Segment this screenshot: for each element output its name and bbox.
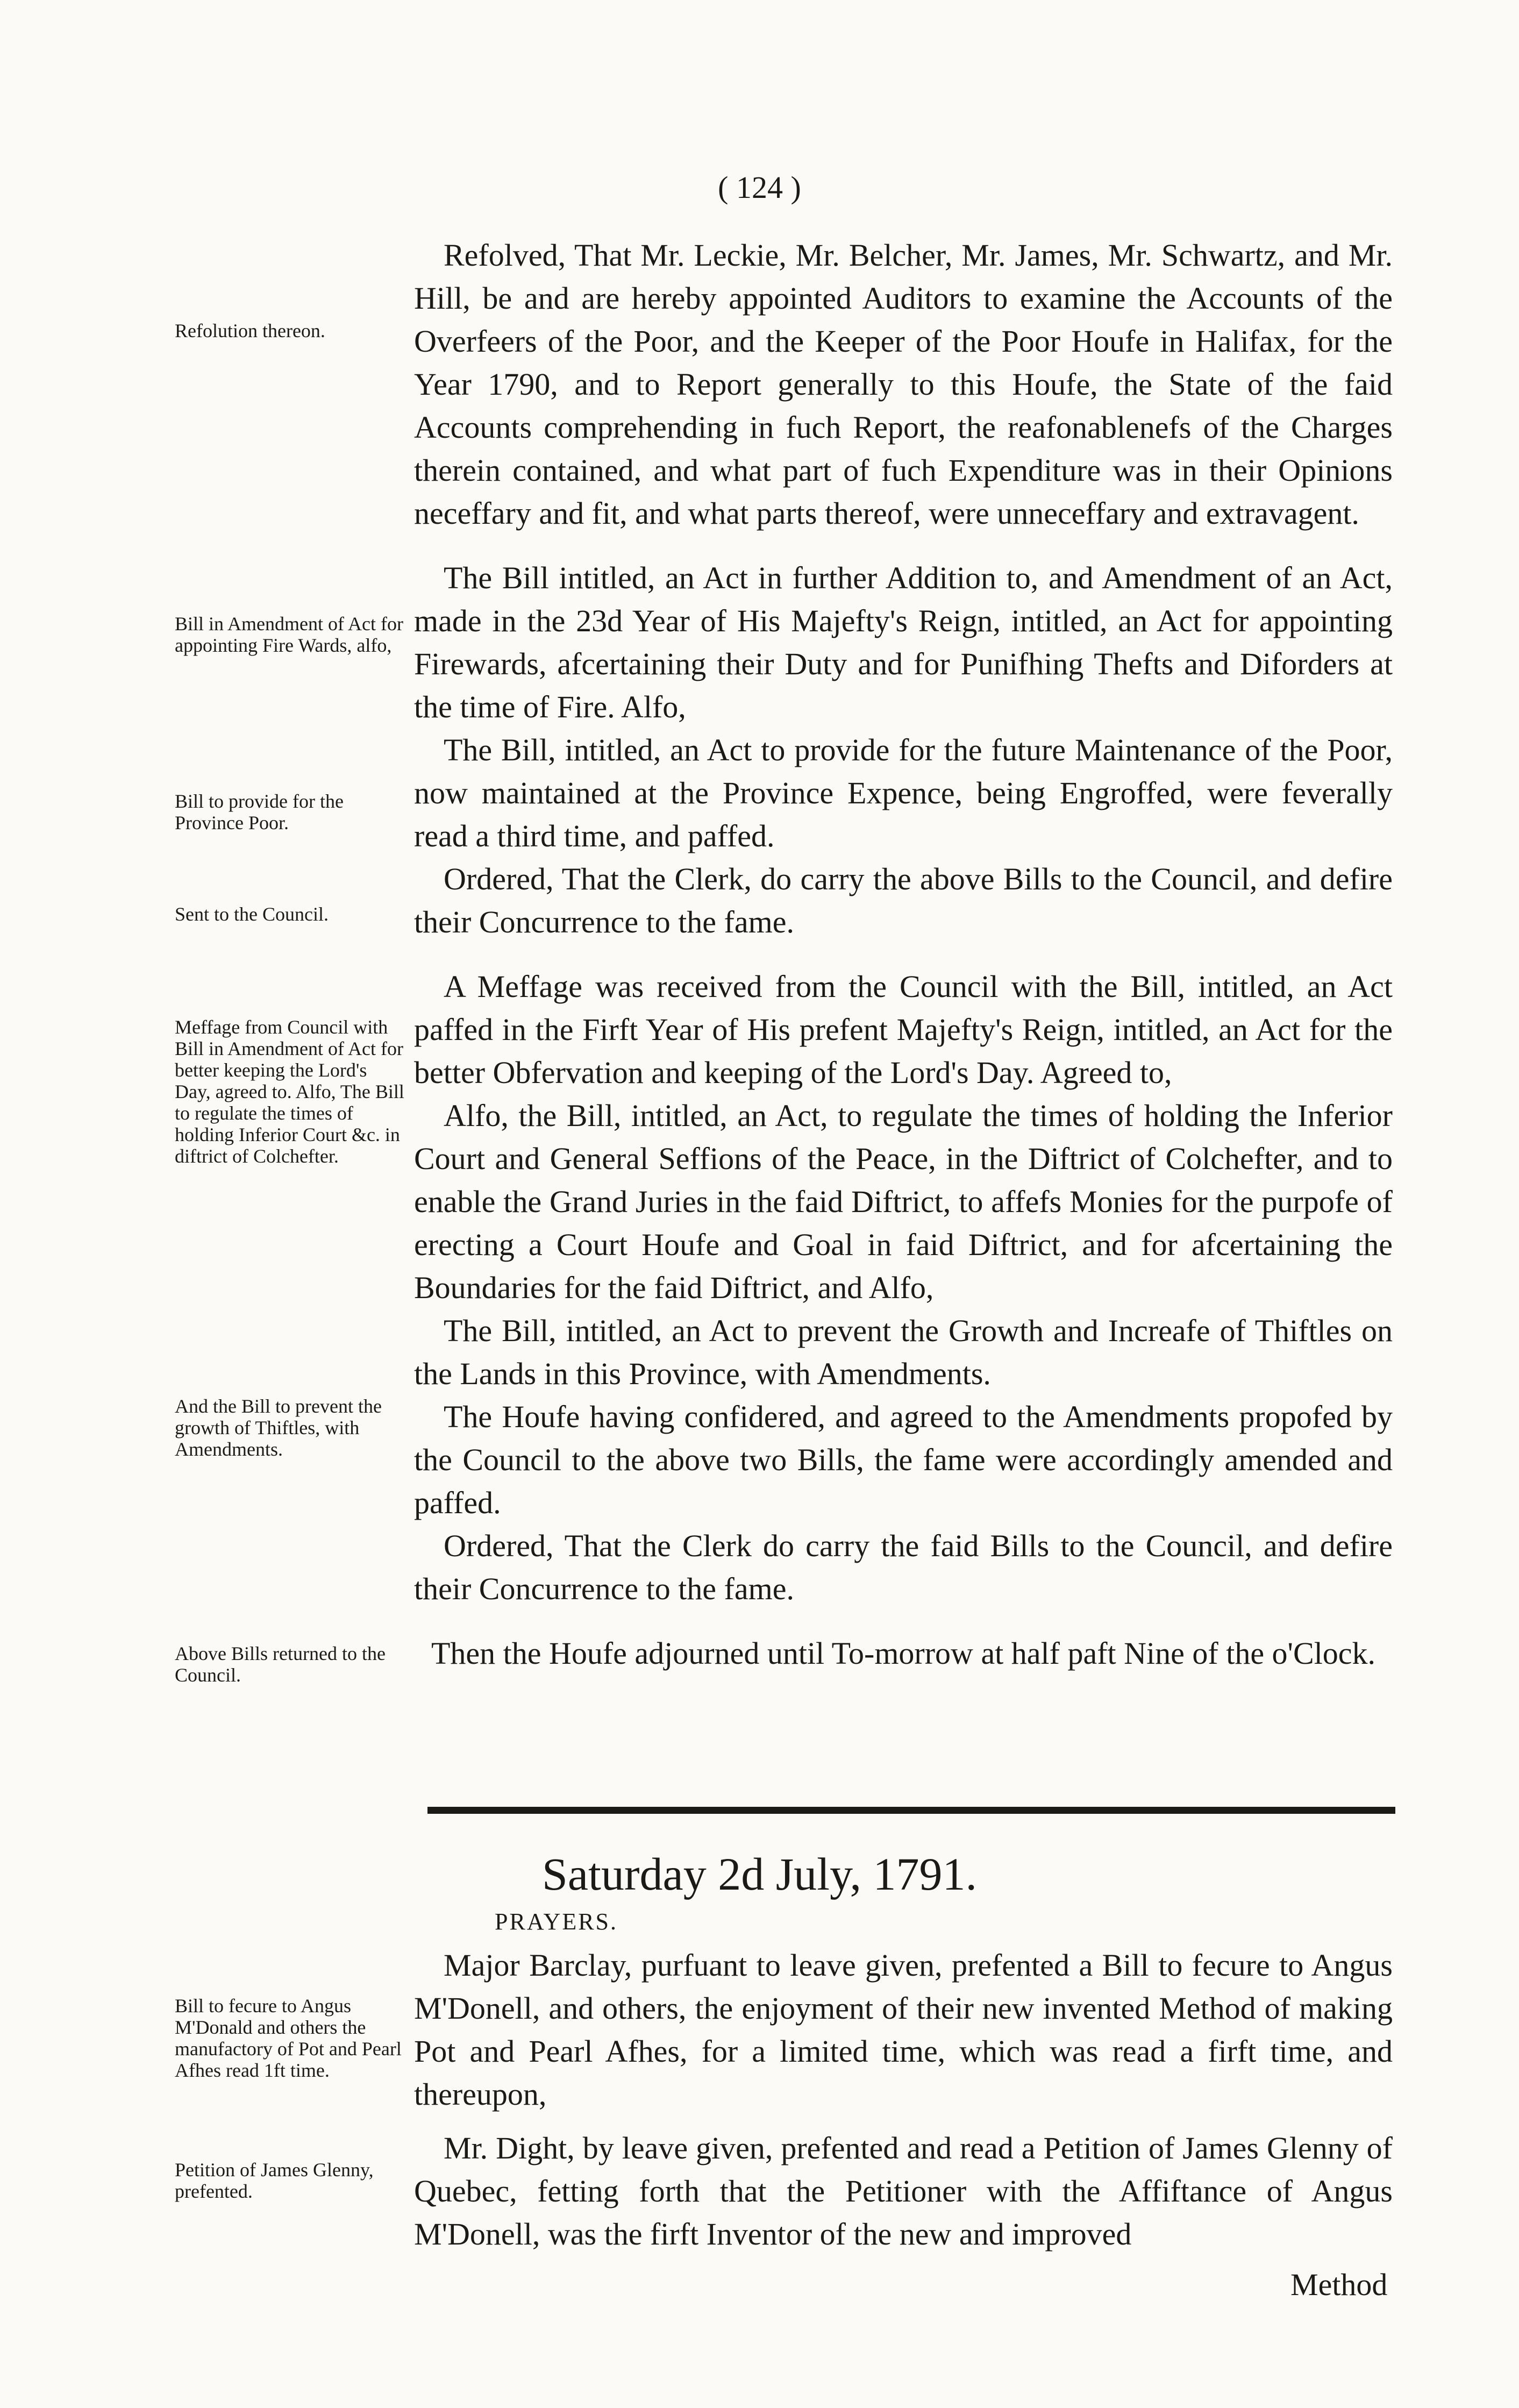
paragraph: The Bill, intitled, an Act to provide for the future Maintenance of the Poor, now maintained at the Province Expence, being Engroffed, were feverally read a third time, and paffed. [414,732,1393,853]
margin-note: And the Bill to prevent the growth of Thiftles, with Amendments. [175,1395,382,1460]
margin-note: Bill to provide for the Province Poor. [175,790,344,833]
adjournment-line: Then the Houfe adjourned until To-morrow at half paft Nine of the o'Clock. [431,1636,1376,1671]
margin-note: Sent to the Council. [175,903,329,925]
prayers-label: PRAYERS. [495,1908,618,1935]
paragraph: Ordered, That the Clerk do carry the faid Bills to the Council, and defire their Concurrence to the fame. [414,1528,1393,1606]
page-number: ( 124 ) [718,170,801,205]
margin-note: Bill in Amendment of Act for appointing Fire Wards, alfo, [175,613,403,656]
margin-note: Bill to fecure to Angus M'Donald and others the manufactory of Pot and Pearl Afhes read 1ft time. [175,1995,402,2081]
body-text-section-2 [414,1944,1393,2256]
section-rule [427,1807,1395,1814]
paragraph: The Houfe having confidered, and agreed to the Amendments propofed by the Council to the above two Bills, the fame were accordingly amended and paffed. [414,1399,1393,1520]
margin-note: Petition of James Glenny, prefented. [175,2159,374,2202]
paragraph: Alfo, the Bill, intitled, an Act, to regulate the times of holding the Inferior Court and General Seffions of the Peace, in the Diftrict of Colchefter, and to enable the Grand Juries in the faid Diftrict, to affefs Monies for the purpofe of erecting a Court Houfe and Goal in faid Diftrict, and for afcertaining the Boundaries for the faid Diftrict, and Alfo, [414,1098,1393,1305]
paragraph: Mr. Dight, by leave given, prefented and read a Petition of James Glenny of Quebec, fetting forth that the Petitioner with the Affiftance of Angus M'Donell, was the firft Inventor of the new and improved [414,2131,1393,2252]
paragraph: A Meffage was received from the Council with the Bill, intitled, an Act paffed in the Firft Year of His prefent Majefty's Reign, intitled, an Act for the better Obfervation and keeping of the Lord's Day. Agreed to, [414,969,1393,1090]
paragraph: Refolved, That Mr. Leckie, Mr. Belcher, Mr. James, Mr. Schwartz, and Mr. Hill, be and are hereby appointed Auditors to examine the Accounts of the Overfeers of the Poor, and the Keeper of the Poor Houfe in Halifax, for the Year 1790, and to Report generally to this Houfe, the State of the faid Accounts comprehending in fuch Report, the reafonablenefs of the Charges therein contained, and what part of fuch Expenditure was in their Opinions neceffary and fit, and what parts thereof, were unneceffary and extravagent. [414,238,1393,531]
margin-note: Refolution thereon. [175,320,325,341]
paragraph: The Bill intitled, an Act in further Addition to, and Amendment of an Act, made in the 23d Year of His Majefty's Reign, intitled, an Act for appointing Firewards, afcertaining their Duty and for Punifhing Thefts and Diforders at the time of Fire. Alfo, [414,560,1393,724]
catchword: Method [1290,2267,1388,2302]
margin-note: Meffage from Council with Bill in Amendment of Act for better keeping the Lord's Day, agreed to. Alfo, The Bill to regulate the times of holding Inferior Court &c. in diftrict of Colchefter. [175,1016,404,1167]
margin-note: Above Bills returned to the Council. [175,1643,386,1686]
paragraph: Major Barclay, purfuant to leave given, prefented a Bill to fecure to Angus M'Donell, and others, the enjoyment of their new invented Method of making Pot and Pearl Afhes, for a limited time, which was read a firft time, and thereupon, [414,1948,1393,2112]
paragraph: Ordered, That the Clerk, do carry the above Bills to the Council, and defire their Concurrence to the fame. [414,861,1393,939]
date-heading: Saturday 2d July, 1791. [542,1848,977,1900]
body-text-section-1 [414,234,1393,1675]
paragraph: The Bill, intitled, an Act to prevent the Growth and Increafe of Thiftles on the Lands in this Province, with Amendments. [414,1313,1393,1391]
